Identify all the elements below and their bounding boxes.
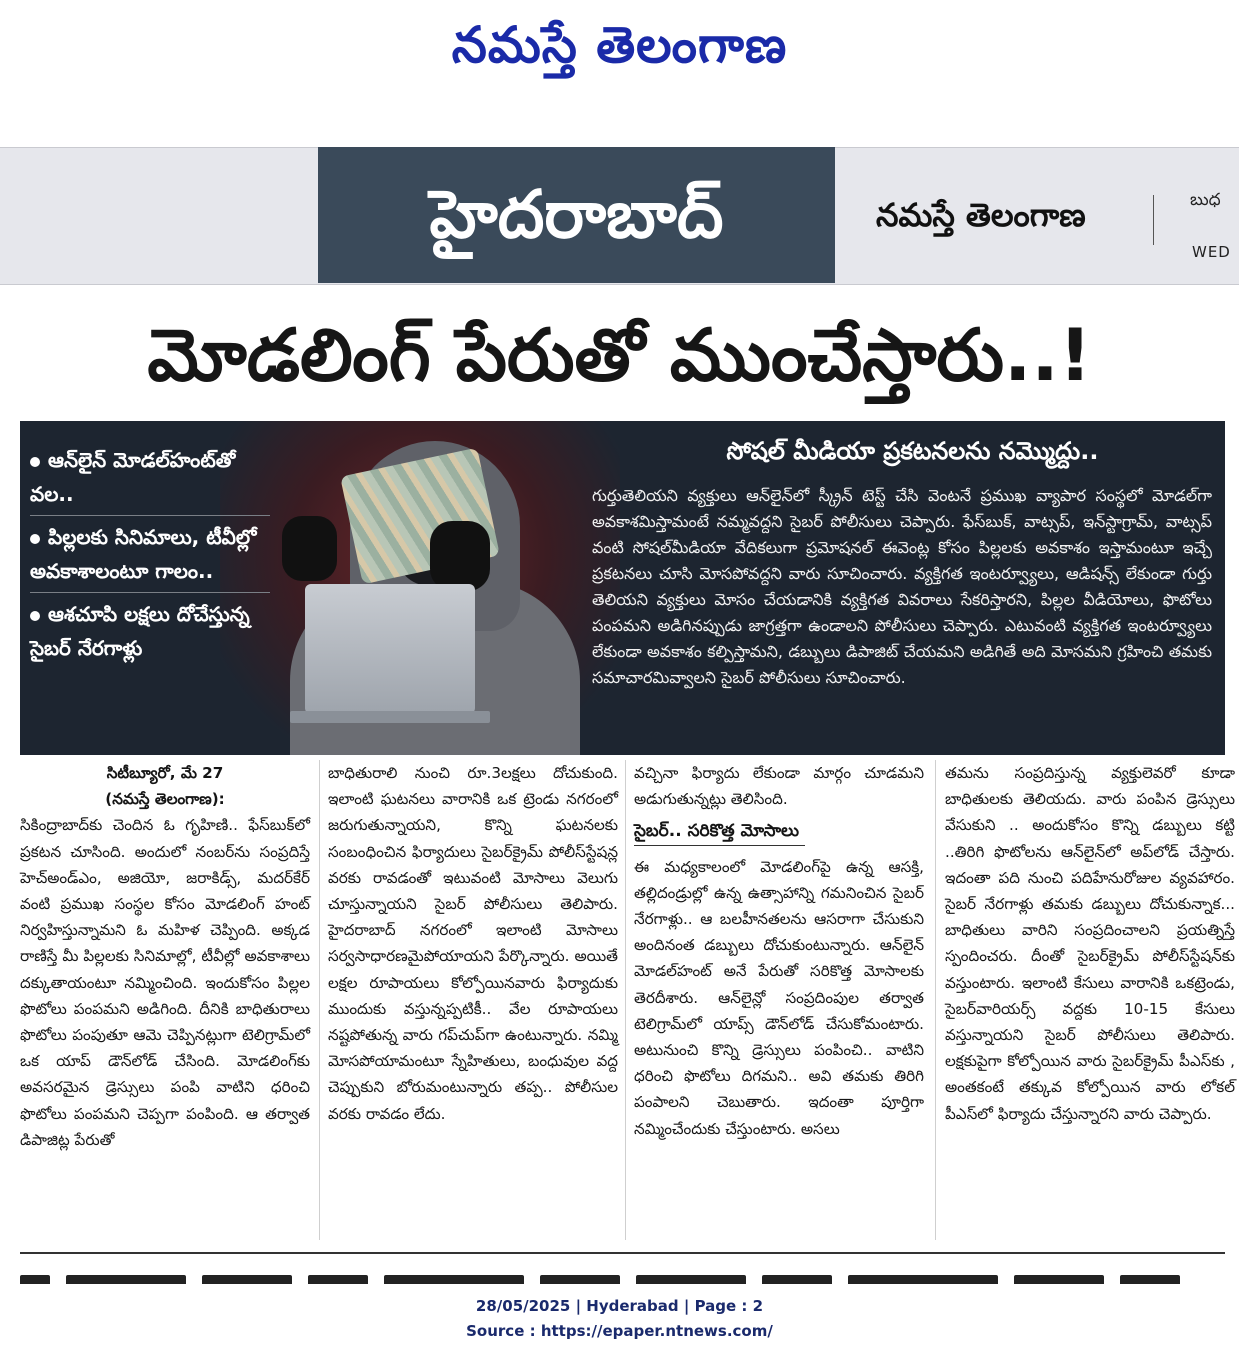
laptop-base-image	[290, 711, 490, 723]
section-title: హైదరాబాద్	[318, 147, 835, 283]
article-column-3	[634, 760, 924, 1142]
hero-bullet: పిల్లలకు సినిమాలు, టీవీల్లో అవకాశాలంటూ గాలం..	[30, 516, 270, 593]
footer-source-link[interactable]: Source : https://epaper.ntnews.com/	[466, 1322, 773, 1340]
masthead-logo: నమస్తే తెలంగాణ	[451, 15, 788, 74]
article-column-1	[20, 760, 310, 1153]
sidebar-title: సోషల్ మీడియా ప్రకటనలను నమ్మొద్దు..	[726, 437, 1099, 465]
page-rule	[20, 1252, 1225, 1254]
next-article-strip	[20, 1272, 1225, 1284]
band-divider	[1153, 195, 1154, 245]
laptop-image	[305, 584, 475, 714]
hero-bullets	[30, 439, 270, 669]
bullet-dot-icon	[30, 611, 40, 621]
article-text: వచ్చినా ఫిర్యాదు లేకుండా మార్గం చూడమని అడుగుతున్నట్లు తెలిసింది.	[634, 764, 924, 809]
footer-page-info: 28/05/2025 | Hyderabad | Page : 2	[475, 1297, 764, 1315]
article-text: సికింద్రాబాద్‌కు చెందిన ఓ గృహిణి.. ఫేస్‌బుక్‌లో ప్రకటన చూసింది. అందులో నంబర్‌ను సంప్రదిస్తే హెచ్‌అండ్‌ఎం, అజియో, జరాకిడ్స్, మదర్‌కేర్ వంటి ప్రముఖ సంస్థల కోసం మోడలింగ్ హంట్ నిర్వహిస్తున్నామని ఓ మహిళ చెప్పింది. అక్కడ రాణిస్తే మీ పిల్లలకు సినిమాల్లో, టీవీల్లో అవకాశాలు దక్కుతాయంటూ నమ్మించింది. ఇందుకోసం పిల్లల ఫొటోలు పంపమని అడిగింది. దీనికి బాధితురాలు ఫొటోలు పంపుతూ ఆమె చెప్పినట్లుగా టెలిగ్రామ్‌లో ఒక యాప్ డౌన్‌లోడ్ చేసింది. మోడలింగ్‌కు అవసరమైన డ్రెస్సులు పంపి వాటిని ధరించి ఫొటోలు పంపమని చెప్పగా పంపింది. ఆ తర్వాత డిపాజిట్ల పేరుతో	[20, 816, 310, 1149]
glove-right-image	[430, 521, 490, 591]
article-text: తమను సంప్రదిస్తున్న వ్యక్తులెవరో కూడా బాధితులకు తెలియదు. వారు పంపిన డ్రెస్సులు వేసుకుని .. అందుకోసం కొన్ని డబ్బులు కట్టి ..తిరిగి ఫొటోలను ఆన్‌లైన్‌లో అప్‌లోడ్ చేస్తారు. ఇదంతా పది నుంచి పదిహేనురోజుల వ్యవహారం. సైబర్ నేరగాళ్లు తమకు డబ్బులు దోచుకున్నాక... బాధితులు వారిని సంప్రదించాలని ప్రయత్నిస్తే స్పందించరు. దీంతో సైబర్‌క్రైమ్ పోలీస్‌స్టేషన్‌కు వస్తుంటారు. ఇలాంటి కేసులు వారానికి ఒకట్రెండు, సైబర్‌వారియర్స్ వద్దకు 10-15 కేసులు వస్తున్నాయని సైబర్ పోలీసులు తెలిపారు. లక్షకుపైగా కోల్పోయిన వారు సైబర్‌క్రైమ్ పీఎస్‌కు , అంతకంటే తక్కువ కోల్పోయిన వారు లోకల్ పీఎస్‌లో ఫిర్యాదు చేస్తున్నారని వారు చెప్పారు.	[945, 764, 1235, 1123]
article-column-2	[328, 760, 618, 1127]
article-subhead: సైబర్.. సరికొత్త మోసాలు	[634, 818, 805, 845]
headline: మోడలింగ్ పేరుతో ముంచేస్తారు..!	[147, 313, 1092, 397]
glove-left-image	[282, 516, 337, 581]
article-text: బాధితురాలి నుంచి రూ.3లక్షలు దోచుకుంది. ఇలాంటి ఘటనలు వారానికి ఒక ట్రెండు నగరంలో జరుగుతున్నాయని, కొన్ని ఘటనలకు సంబంధించిన ఫిర్యాదులు సైబర్‌క్రైమ్ పోలీస్‌స్టేషన్ల వరకు రావడంతో ఇటువంటి మోసాలు వెలుగు చూస్తున్నాయని సైబర్ పోలీసులు తెలిపారు. హైదరాబాద్ నగరంలో ఇలాంటి మోసాలు సర్వసాధారణమైపోయాయని పేర్కొన్నారు. అయితే లక్షల రూపాయలు కోల్పోయినవారు ఫిర్యాదుకు ముందుకు వస్తున్నప్పటికీ.. వేల రూపాయలు నష్టపోతున్న వారు గప్‌చుప్‌గా ఉంటున్నారు. నమ్మి మోసపోయామంటూ స్నేహితులు, బంధువుల వద్ద చెప్పుకుని బోరుమంటున్నారు తప్ప.. పోలీసుల వరకు రావడం లేదు.	[328, 764, 618, 1123]
column-divider	[319, 760, 320, 1240]
article-column-4	[945, 760, 1235, 1127]
hero-bullet: ఆశచూపి లక్షలు దోచేస్తున్న సైబర్ నేరగాళ్లు	[30, 602, 250, 660]
hero-panel	[20, 421, 1225, 755]
dateline-source: (నమస్తే తెలంగాణ):	[105, 790, 225, 809]
article-columns	[20, 760, 1235, 1250]
article-text: ఈ మధ్యకాలంలో మోడలింగ్‌పై ఉన్న ఆసక్తి, తల్లిదండ్రుల్లో ఉన్న ఉత్సాహాన్ని గమనించిన సైబర్ నేరగాళ్లు.. ఆ బలహీనతలను ఆసరాగా చేసుకుని అందినంత డబ్బులు దోచుకుంటున్నారు. ఆన్‌లైన్ మోడల్‌హంట్ అనే పేరుతో సరికొత్త మోసాలకు తెరదీశారు. ఆన్‌లైన్లో సంప్రదింపుల తర్వాత టెలిగ్రామ్‌లో యాప్స్ డౌన్‌లోడ్ చేసుకోమంటారు. అటునుంచి కొన్ని డ్రెస్సులు పంపించి.. వాటిని ధరించి ఫొటోలు దిగమని.. అవి తమకు తిరిగి పంపాలని చెబుతారు. ఇదంతా పూర్తిగా నమ్మించేందుకు చేస్తుంటారు. అసలు	[634, 857, 924, 1138]
bullet-dot-icon	[30, 534, 40, 544]
bullet-dot-icon	[30, 457, 40, 467]
hero-bullet: ఆన్‌లైన్ మోడల్‌హంట్‌తో వల..	[30, 439, 270, 516]
sidebar-body: గుర్తుతెలియని వ్యక్తులు ఆన్‌లైన్‌లో స్క్రీన్ టెస్ట్ చేసి వెంటనే ప్రముఖ వ్యాపార సంస్థలో మోడల్‌గా అవకాశమిస్తామంటే నమ్మవద్దని సైబర్ పోలీసులు చెప్పారు. ఫేస్‌బుక్, వాట్సప్, ఇన్‌స్టాగ్రామ్, వాట్సప్ వంటి సోషల్‌మీడియా వేదికలుగా ప్రమోషనల్ ఈవెంట్ల కోసం పిల్లలకు అవకాశం ఇస్తామంటూ ఇచ్చే ప్రకటనలు చూసి మోసపోవద్దని వారు సూచించారు. వ్యక్తిగత ఇంటర్వ్యూలు, ఆడిషన్స్ లేకుండా గుర్తు తెలియని వ్యక్తులు మోసం చేయడానికి వ్యక్తిగత వివరాలు సేకరిస్తారని, పిల్లల వీడియోలు, ఫొటోలు పంపమని అడిగినప్పుడు జాగ్రత్తగా ఉండాలని పోలీసులు చెప్పారు. ఎటువంటి వ్యక్తిగత ఇంటర్వ్యూలు లేకుండా అవకాశం కల్పిస్తామని, డబ్బులు డిపాజిట్ చేయమని అడిగితే అది మోసమని గ్రహించి తమకు సమాచారమివ్వాలని సైబర్ పోలీసులు సూచించారు.	[592, 486, 1212, 687]
band-day-label: బుధ	[1190, 190, 1221, 210]
column-divider	[625, 760, 626, 1240]
band-paper-name: నమస్తే తెలంగాణ	[876, 196, 1086, 234]
dateline: సిటీబ్యూరో, మే 27	[106, 764, 224, 782]
column-divider	[935, 760, 936, 1240]
band-weekday-label: WED	[1192, 243, 1231, 261]
